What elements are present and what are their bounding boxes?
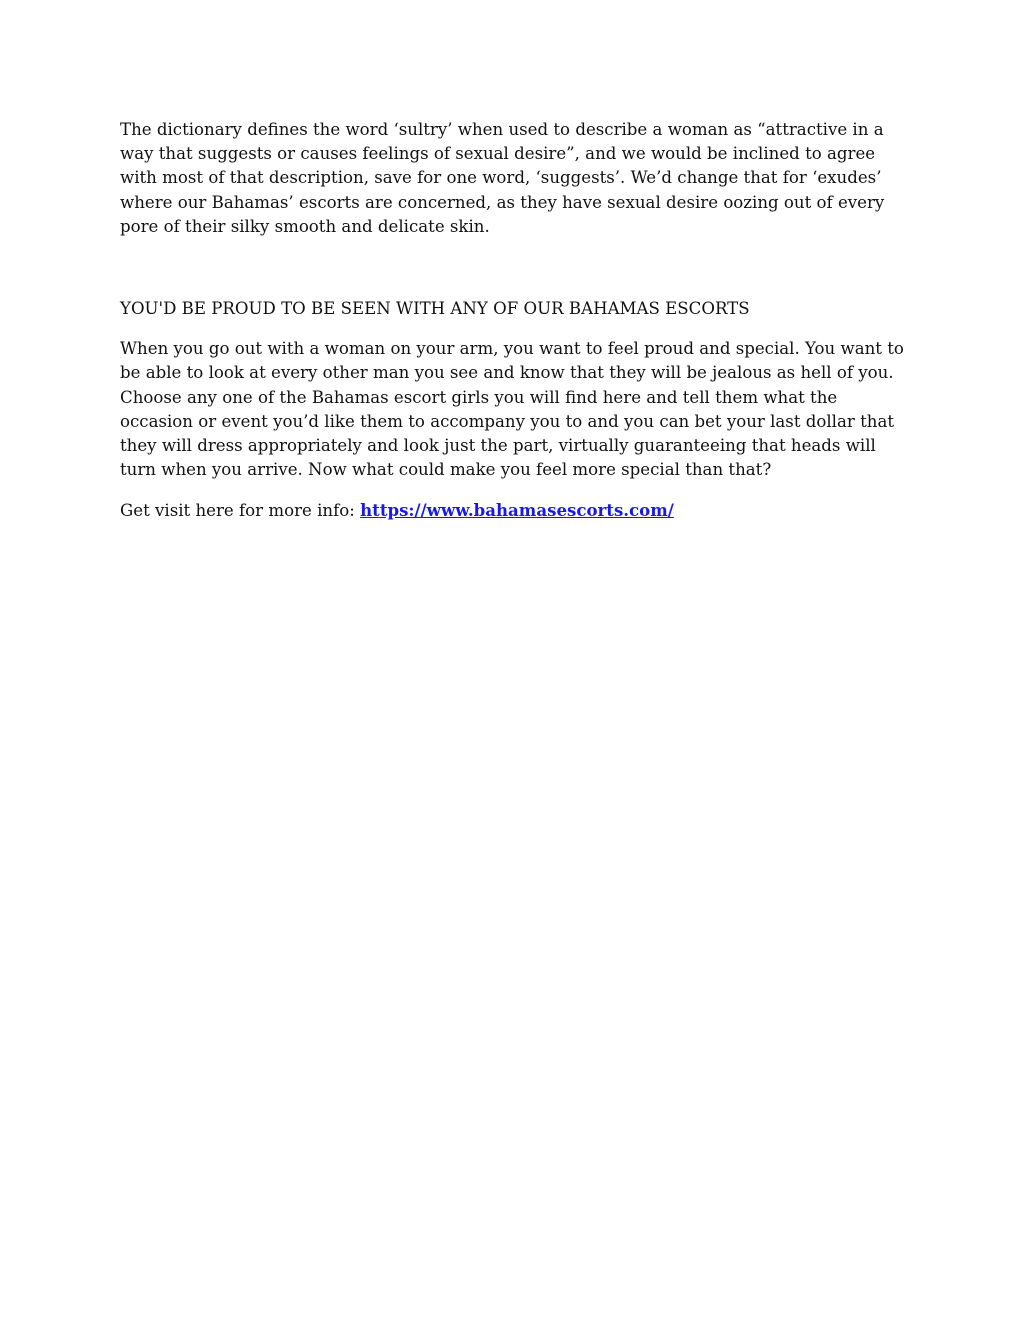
info-prefix: Get visit here for more info:	[120, 501, 355, 521]
intro-paragraph: The dictionary defines the word ‘sultry’ when used to describe a woman as “attractive in a way that suggests or causes feelings of sexual desire”, and we would be inclined to agree with most of that description, save for one word, ‘suggests’. We’d change that for ‘exudes’ where our Bahamas’ escorts are concerned, as they have sexual desire oozing out of every pore of their silky smooth and delicate skin.	[120, 120, 885, 236]
section-paragraph: When you go out with a woman on your arm, you want to feel proud and special. You want to be able to look at every other man you see and know that they will be jealous as hell of you. Choose any one of the Bahamas escort girls you will find here and tell them what the occasion or event you’d like them to accompany you to and you can bet your last dollar that they will dress appropriately and look just the part, virtually guaranteeing that heads will turn when you arrive. Now what could make you feel more special than that?	[120, 339, 904, 480]
info-line	[120, 498, 910, 523]
document-page	[120, 118, 910, 524]
section-heading: YOU'D BE PROUD TO BE SEEN WITH ANY OF OUR BAHAMAS ESCORTS	[120, 299, 750, 319]
website-link[interactable]: https://www.bahamasescorts.com/	[360, 500, 674, 521]
